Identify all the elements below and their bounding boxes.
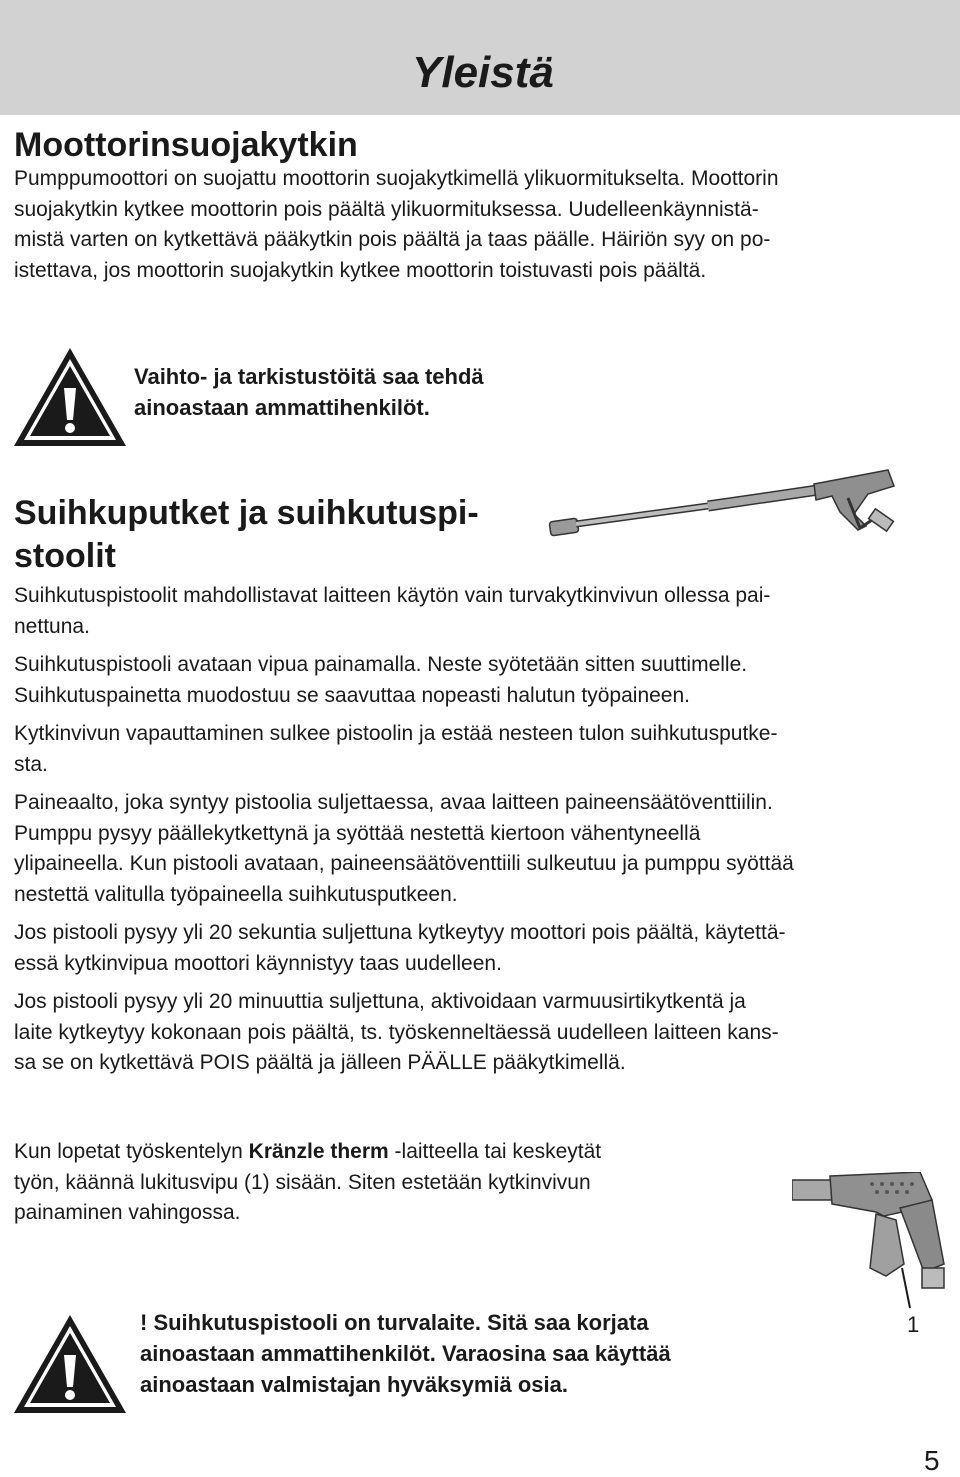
brand-name: Kränzle therm — [248, 1140, 389, 1163]
warning-triangle-icon — [12, 346, 128, 448]
section3-paragraph — [14, 1137, 754, 1229]
section1-paragraph: Pumppumoottori on suojattu moottorin suojakytkimellä ylikuormitukselta. Moottorin suojakytkin kytkee moottorin pois päältä ylikuormituksessa. Uudelleenkäynnistä- mistä varten on kytkettävä pääkytkin pois päältä ja taas päälle. Häiriön syy on po- istettava, jos moottorin suojakytkin kytkee moottorin toistuvasti pois päältä. — [14, 167, 779, 282]
section2-paragraph-4: Paineaalto, joka syntyy pistoolia suljettaessa, avaa laitteen paineensäätöventtiilin. Pumppu pysyy päällekytkettynä ja syöttää nestettä kiertoon vähentyneellä ylipaineella. Kun pistooli avataan, paineensäätöventtiili sulkeutuu ja pumppu syöttää nestettä valitulla työpaineella suihkutusputkeen. — [14, 791, 794, 906]
page-header-title: Yleistä — [412, 48, 554, 97]
section-heading-spray-lances: Suihkuputket ja suihkutuspi- stoolit — [14, 494, 479, 575]
section2-paragraph-1: Suihkutuspistoolit mahdollistavat laitteen käytön vain turvakytkinvivun ollessa pai- nettuna. — [14, 584, 771, 638]
section2-body — [14, 581, 944, 1079]
spray-gun-icon — [792, 1172, 952, 1330]
section3-text-after: -laitteella tai keskeytät työn, käännä lukitusvipu (1) sisään. Siten estetään kytkinvivun painaminen vahingossa. — [14, 1140, 602, 1224]
section1-body — [14, 164, 944, 286]
section2-paragraph-6: Jos pistooli pysyy yli 20 minuuttia suljettuna, aktivoidaan varmuusirtikytkentä ja laite kytkeytyy kokonaan pois päältä, ts. työskenneltäessä uudelleen laitteen kans- sa se on kytkettävä POIS päältä ja jälleen PÄÄLLE pääkytkimellä. — [14, 990, 779, 1074]
section-heading-motor-protection: Moottorinsuojakytkin — [14, 126, 358, 164]
section3-body — [14, 1137, 754, 1229]
warning-text-safety-device: ! Suihkutuspistooli on turvalaite. Sitä saa korjata ainoastaan ammattihenkilöt. Varaosina saa käyttää ainoastaan valmistajan hyväksymiä osia. — [140, 1310, 671, 1397]
section2-paragraph-2: Suihkutuspistooli avataan vipua painamalla. Neste syötetään sitten suuttimelle. Suihkutuspainetta muodostuu se saavuttaa nopeasti halutun työpaineen. — [14, 653, 748, 707]
spray-lance-icon — [548, 462, 900, 544]
warning-triangle-icon — [12, 1313, 128, 1415]
section2-paragraph-3: Kytkinvivun vapauttaminen sulkee pistoolin ja estää nesteen tulon suihkutusputke- sta. — [14, 722, 778, 776]
section3-text-before: Kun lopetat työskentelyn — [14, 1140, 249, 1163]
page-number: 5 — [924, 1445, 940, 1476]
warning-text-maintenance: Vaihto- ja tarkistustöitä saa tehdä ainoastaan ammattihenkilöt. — [134, 364, 484, 420]
section2-paragraph-5: Jos pistooli pysyy yli 20 sekuntia suljettuna kytkeytyy moottori pois päältä, käytettä- essä kytkinvipua moottori käynnistyy taas uudelleen. — [14, 921, 786, 975]
callout-number: 1 — [907, 1312, 920, 1337]
